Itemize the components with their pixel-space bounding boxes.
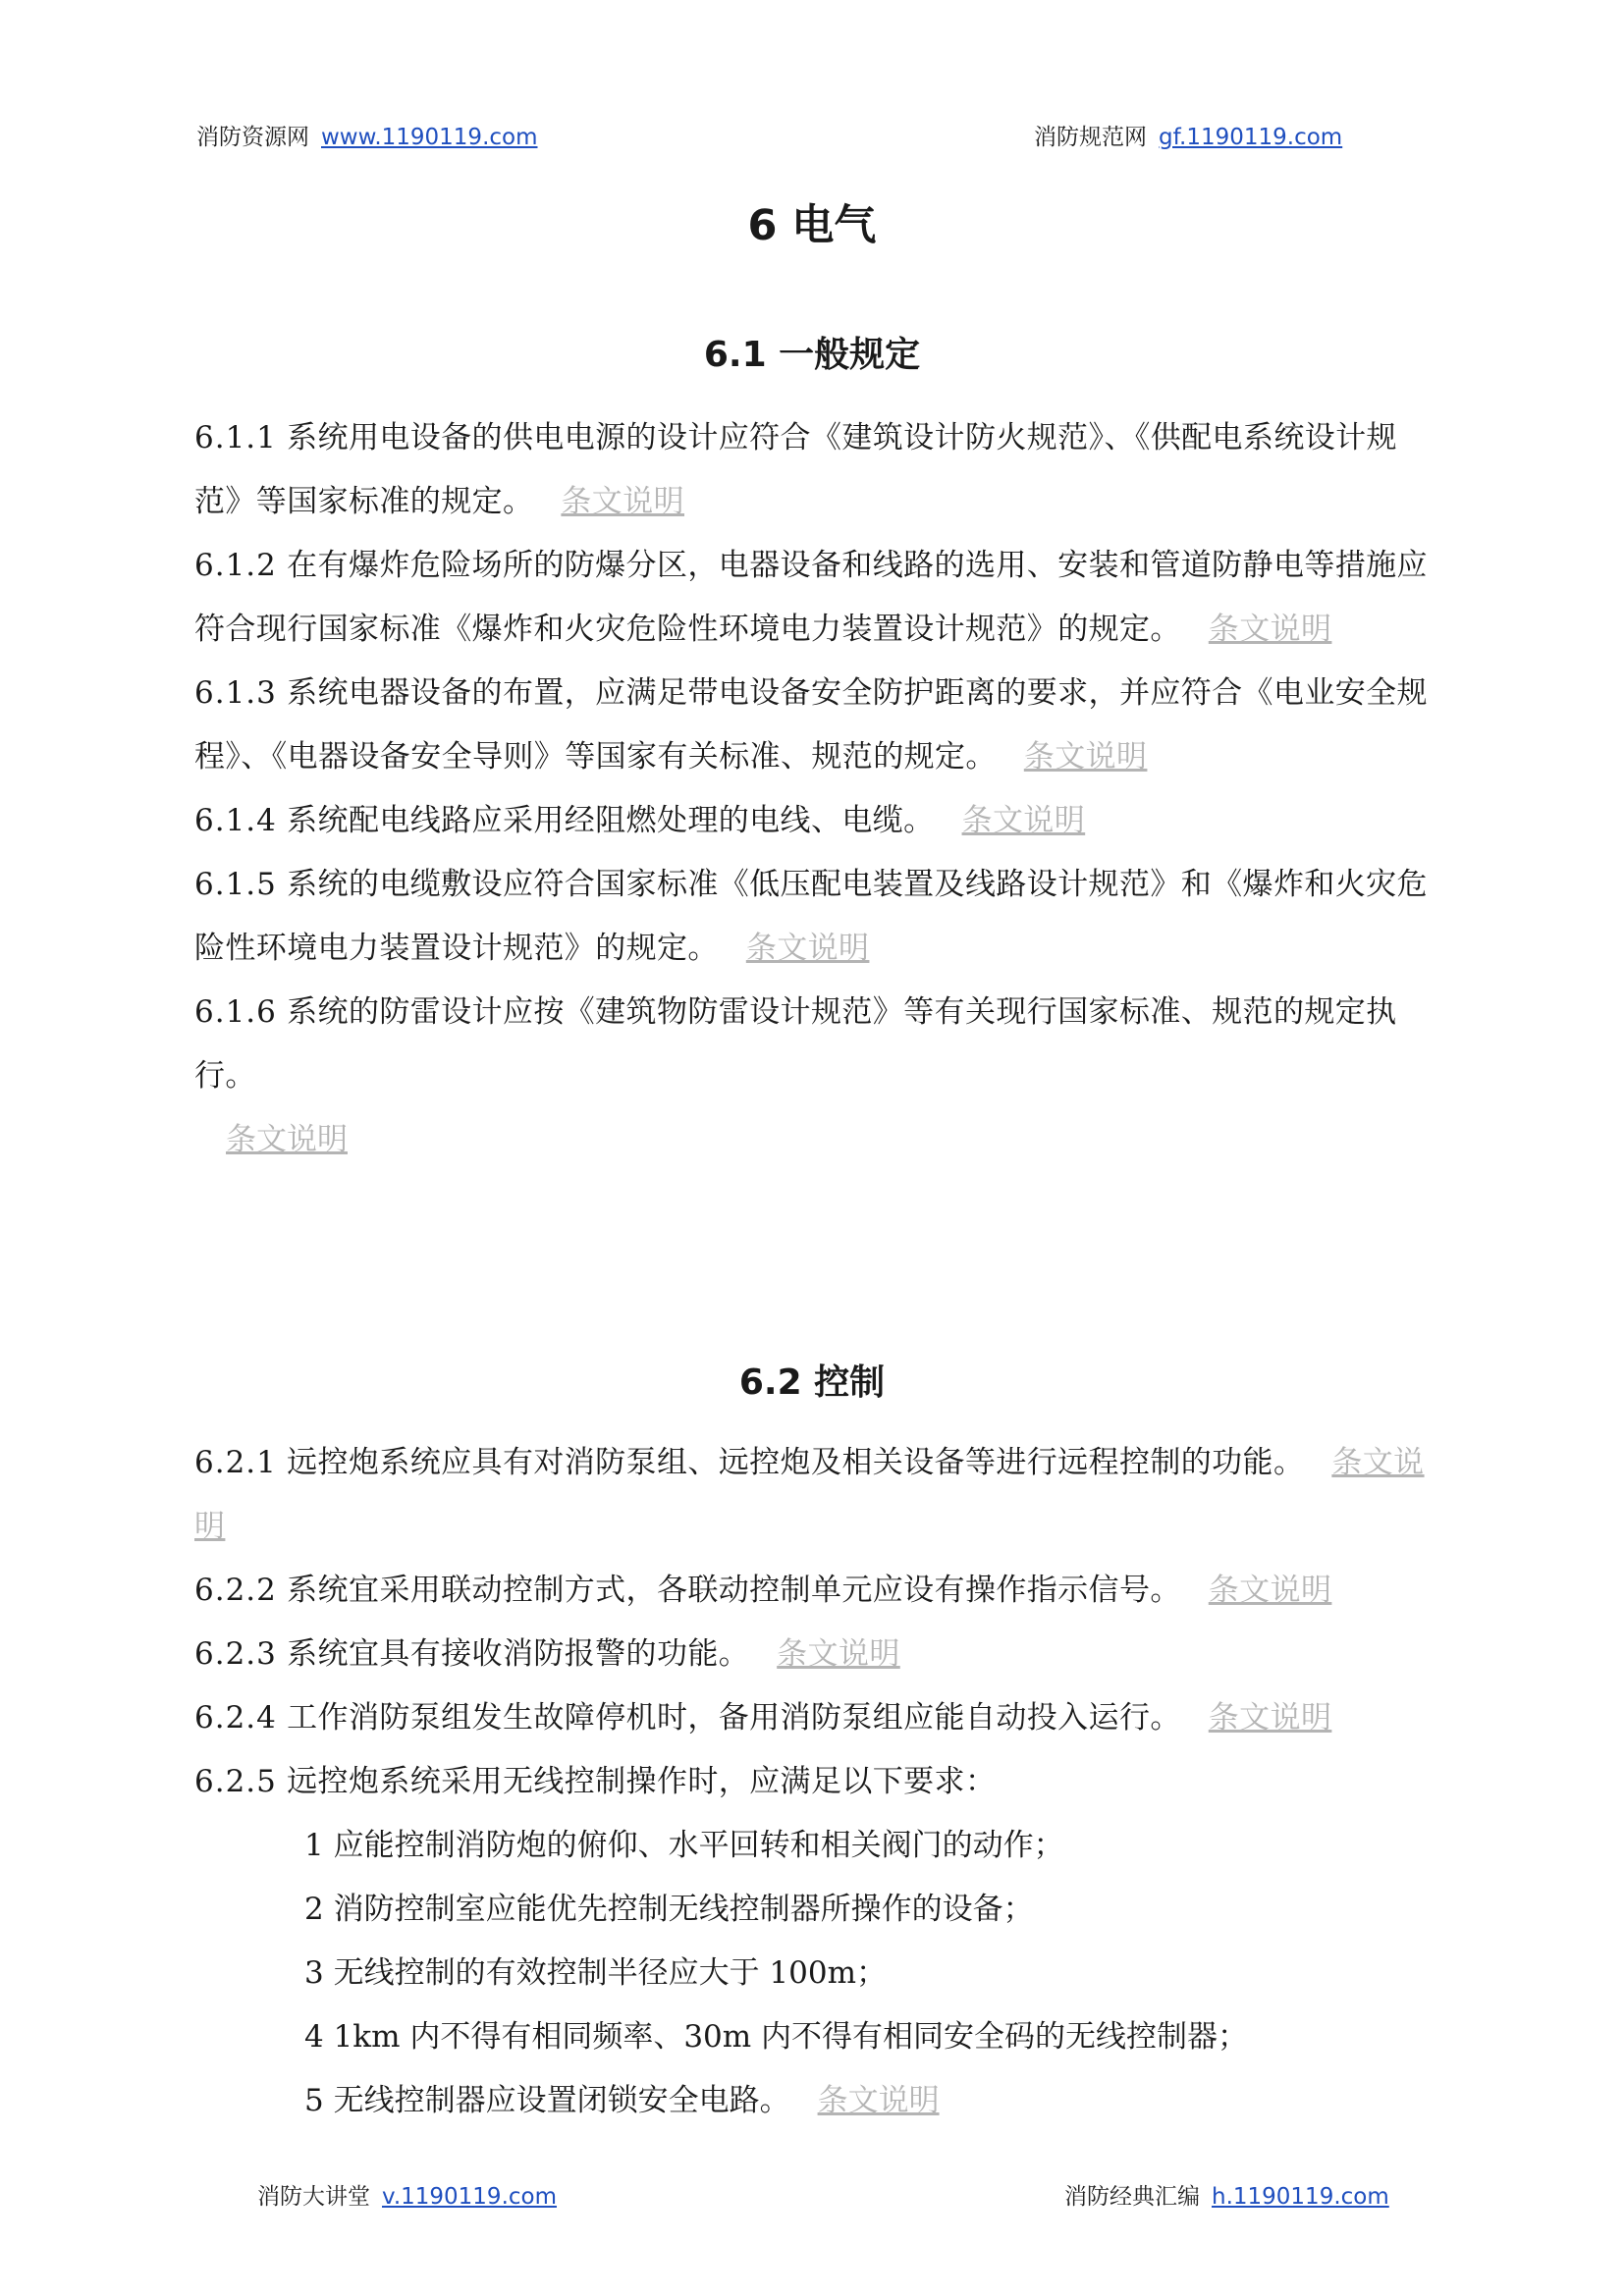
header-right-label: 消防规范网 [1034, 125, 1147, 150]
section-title-6-2: 6.2 控制 [738, 1362, 886, 1403]
section-6-2-body [194, 1431, 1443, 2133]
explanation-link[interactable]: 条文说明 [1023, 739, 1148, 774]
explanation-link[interactable]: 条文说明 [1208, 1700, 1332, 1735]
explanation-link[interactable]: 条文说明 [1208, 1573, 1332, 1608]
clause-6-1-6: 6.1.6 系统的防雷设计应按《建筑物防雷设计规范》等有关现行国家标准、规范的规定执行。 [194, 994, 1397, 1094]
explanation-link[interactable]: 条文说明 [777, 1636, 900, 1672]
section-title-6-1: 6.1 一般规定 [703, 335, 921, 375]
list-item: 2 消防控制室应能优先控制无线控制器所操作的设备； [304, 1892, 1034, 1927]
clause-6-1-3: 6.1.3 系统电器设备的布置，应满足带电设备安全防护距离的要求，并应符合《电业安全规程》、《电器设备安全导则》等国家有关标准、规范的规定。 条文说明 [194, 675, 1428, 774]
list-item: 3 无线控制的有效控制半径应大于 100m； [304, 1955, 887, 1991]
footer-right [1064, 2178, 1389, 2211]
clause-6-2-3: 6.2.3 系统宜具有接收消防报警的功能。 条文说明 [194, 1636, 900, 1672]
header-left-link[interactable]: www.1190119.com [321, 125, 538, 150]
clause-6-1-2: 6.1.2 在有爆炸危险场所的防爆分区，电器设备和线路的选用、安装和管道防静电等措施应符合现行国家标准《爆炸和火灾危险性环境电力装置设计规范》的规定。 条文说明 [194, 548, 1428, 647]
header-left-label: 消防资源网 [196, 125, 309, 150]
header-right-link[interactable]: gf.1190119.com [1159, 125, 1343, 150]
explanation-link[interactable]: 条文说明 [561, 484, 685, 519]
clause-6-2-1: 6.2.1 远控炮系统应具有对消防泵组、远控炮及相关设备等进行远程控制的功能。 条文说明 [194, 1445, 1425, 1544]
clause-6-2-5: 6.2.5 远控炮系统采用无线控制操作时，应满足以下要求： [194, 1764, 997, 1799]
explanation-link[interactable]: 条文说明 [194, 1445, 1425, 1544]
clause-6-2-2: 6.2.2 系统宜采用联动控制方式，各联动控制单元应设有操作指示信号。 条文说明 [194, 1573, 1332, 1608]
list-item: 4 1km 内不得有相同频率、30m 内不得有相同安全码的无线控制器； [304, 2019, 1249, 2055]
header-right [1034, 119, 1342, 151]
footer-left-label: 消防大讲堂 [257, 2184, 370, 2210]
clause-6-1-5: 6.1.5 系统的电缆敷设应符合国家标准《低压配电装置及线路设计规范》和《爆炸和火灾危险性环境电力装置设计规范》的规定。 条文说明 [194, 867, 1428, 966]
explanation-link[interactable]: 条文说明 [817, 2083, 940, 2118]
header-left [196, 119, 538, 151]
list-item-last: 5 无线控制器应设置闭锁安全电路。 条文说明 [304, 2083, 940, 2118]
footer-right-label: 消防经典汇编 [1064, 2184, 1200, 2210]
explanation-link[interactable]: 条文说明 [745, 931, 870, 966]
footer-left-link[interactable]: v.1190119.com [382, 2184, 558, 2210]
explanation-link[interactable]: 条文说明 [1208, 612, 1332, 647]
section-6-1-body [194, 406, 1443, 1172]
list-item: 1 应能控制消防炮的俯仰、水平回转和相关阀门的动作； [304, 1828, 1064, 1863]
footer-right-link[interactable]: h.1190119.com [1212, 2184, 1389, 2210]
clause-6-2-4: 6.2.4 工作消防泵组发生故障停机时，备用消防泵组应能自动投入运行。 条文说明 [194, 1700, 1332, 1735]
clause-6-1-1: 6.1.1 系统用电设备的供电电源的设计应符合《建筑设计防火规范》、《供配电系统设计规范》等国家标准的规定。 条文说明 [194, 420, 1397, 519]
footer-left [257, 2178, 557, 2211]
explanation-link[interactable]: 条文说明 [961, 803, 1086, 838]
clause-6-1-4: 6.1.4 系统配电线路应采用经阻燃处理的电线、电缆。 条文说明 [194, 803, 1086, 838]
chapter-title: 6 电气 [747, 201, 877, 250]
explanation-link[interactable]: 条文说明 [226, 1122, 348, 1157]
